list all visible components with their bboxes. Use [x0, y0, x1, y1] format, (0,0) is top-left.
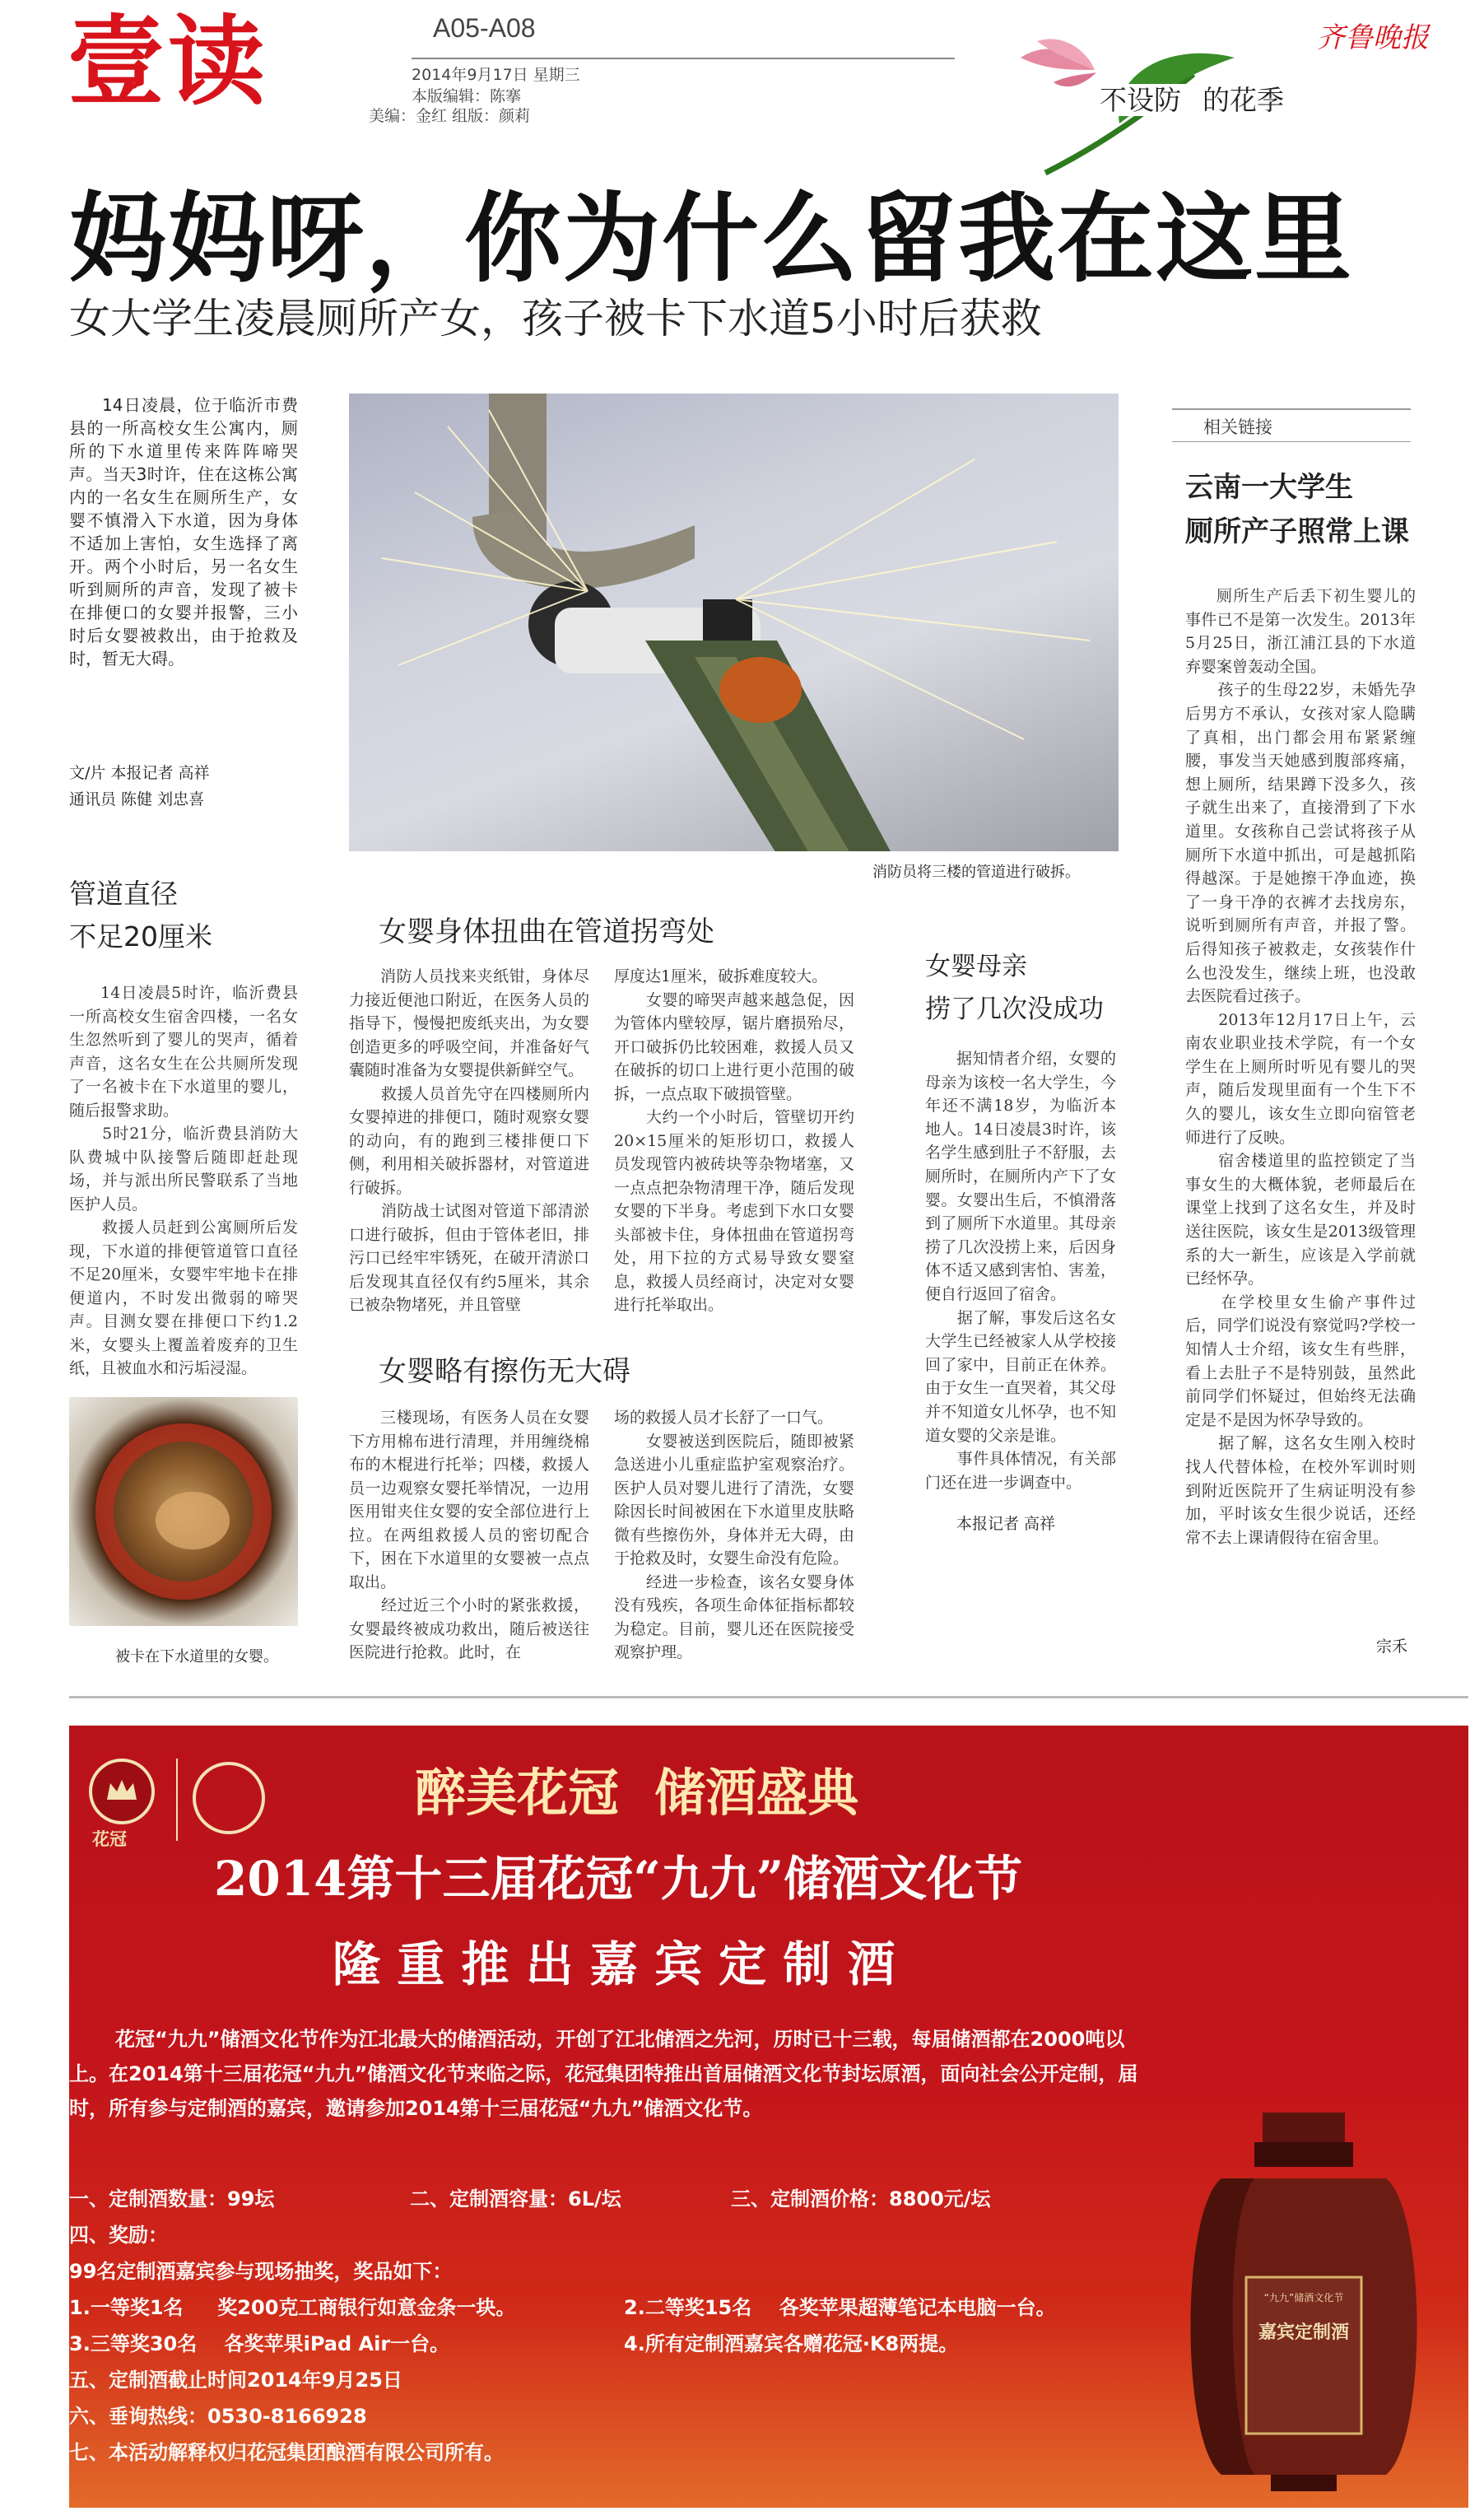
byline-correspondent: 通讯员 陈健 刘忠喜 — [69, 790, 205, 808]
related-signature: 宗禾 — [1376, 1638, 1408, 1656]
ad-item6: 六、垂询热线：0530-8166928 — [69, 2405, 367, 2428]
ad-item2: 二、定制酒容量：6L/坛 — [410, 2187, 621, 2211]
section2-col1: 消防人员找来夹纸钳，身体尽力接近便池口附近，在医务人员的指导下，慢慢把废纸夹出，为女婴创造更多的呼吸空间，并准备好气囊随时准备为女婴提供新鲜空气。 救援人员首先守在四楼厕所内女婴掉进的排便口，随时观察女婴的动向，有的跑到三楼排便口下侧，利用相关破拆器材，对管道进行破拆。 消防战士试图对管道下部清淤口进行破拆，但由于管体老旧，排污口已经牢牢锈死，在破开清淤口后发现其直径仅有约5厘米，其余已被杂物堵死，并且管壁 — [349, 967, 589, 1314]
ad-subtitle: 隆 重 推 出 嘉 宾 定 制 酒 — [333, 1936, 896, 1992]
advertisement — [69, 1726, 1468, 2508]
editor-line: 本版编辑：陈搴 — [412, 87, 522, 105]
promo-text — [1095, 79, 1284, 118]
section4-head-line2: 捞了几次没成功 — [925, 995, 1104, 1024]
ad-logo — [89, 1759, 155, 1824]
ad-item7: 七、本活动解释权归花冠集团酿酒有限公司所有。 — [69, 2441, 504, 2464]
drain-image — [69, 1397, 298, 1626]
ad-slogan: 醉美花冠 储酒盛典 — [415, 1763, 859, 1823]
section1-head-line2: 不足20厘米 — [69, 920, 212, 953]
ad-seal-icon — [193, 1762, 265, 1834]
baby-photo-caption: 被卡在下水道里的女婴。 — [115, 1648, 278, 1665]
main-photo-caption: 消防员将三楼的管道进行破拆。 — [872, 864, 1080, 881]
ad-logo-text: 花冠 — [92, 1829, 127, 1849]
baby-in-drain-photo — [69, 1397, 298, 1626]
section-title: 壹读 — [67, 5, 269, 119]
related-label-box — [1172, 408, 1411, 442]
ad-award4: 4.所有定制酒嘉宾各赠花冠·K8两提。 — [624, 2332, 959, 2355]
section4-head-line1: 女婴母亲 — [925, 952, 1027, 981]
page-range: A05-A08 — [433, 13, 536, 43]
related-text: 厕所生产后丢下初生婴儿的事件已不是第一次发生。2013年5月25日，浙江浦江县的下水道弃婴案曾轰动全国。 孩子的生母22岁，未婚先孕后男方不承认，女孩对家人隐瞒了真相，出门都会用布紧紧缠腰，事发当天她感到腹部疼痛，想上厕所，结果蹲下没多久，孩子就生出来了，直接滑到了下水道里。女孩称自己尝试将孩子从厕所下水道中抓出，可是越抓陷得越深。于是她擦干净血迹，换了一身干净的衣裤才去找房东，说听到厕所有声音，并报了警。后得知孩子被救走，女孩装作什么也没发生，继续上班，也没敢去医院看过孩子。 2013年12月17日上午，云南农业职业技术学院，有一个女学生在上厕所时听见有婴儿的哭声，随后发现里面有一个生下不久的婴儿，该女生立即向宿管老师进行了反映。 宿舍楼道里的监控锁定了当事女生的大概体貌，老师最后在课堂上找到了这名女生，并及时送往医院，该女生是2013级管理系的大一新生，应该是入学前就已经怀孕。 在学校里女生偷产事件过后，同学们说没有察觉吗?学校一知情人士介绍，该女生有些胖，看上去肚子不是特别鼓，虽然此前同学们怀疑过，但始终无法确定是不是因为怀孕导致的。 据了解，这名女生刚入校时找人代替体检，在校外军训时则到附近医院开了生病证明没有参加，平时该女生很少说话，还经常不去上课请假待在宿舍里。 — [1185, 587, 1416, 1547]
ad-intro: 花冠“九九”储酒文化节作为江北最大的储酒活动，开创了江北储酒之先河，历时已十三载，每届储酒都在2000吨以上。在2014第十三届花冠“九九”储酒文化节来临之际，花冠集团特推出首届储酒文化节封坛原酒，面向社会公开定制，届时，所有参与定制酒的嘉宾，邀请参加2014第十三届花冠“九九”储酒文化节。 — [69, 2028, 1138, 2120]
crown-icon — [92, 1762, 151, 1821]
section4-byline: 本报记者 高祥 — [956, 1515, 1056, 1533]
firefighter-cutting-pipe-image — [349, 394, 1119, 851]
promo-part2: 的花季 — [1203, 84, 1284, 116]
related-title-line2: 厕所产子照常上课 — [1185, 515, 1409, 548]
related-label: 相关链接 — [1203, 417, 1272, 437]
section1-head-line1: 管道直径 — [69, 878, 178, 910]
related-title-line1: 云南一大学生 — [1185, 471, 1353, 504]
ad-logo-divider — [176, 1759, 178, 1841]
section2-head: 女婴身体扭曲在管道拐弯处 — [379, 915, 714, 948]
wine-jar-image — [1172, 2113, 1435, 2499]
newspaper-logo: 齐鲁晚报 — [1317, 21, 1429, 54]
jar-small-label: “九九”储酒文化节 — [1263, 2292, 1344, 2304]
wine-jar — [1172, 2113, 1435, 2499]
ad-award1: 1.一等奖1名 奖200克工商银行如意金条一块。 — [69, 2296, 516, 2319]
ad-item3: 三、定制酒价格：8800元/坛 — [731, 2187, 991, 2211]
promo-part1: 不设防 — [1095, 84, 1186, 116]
lead-paragraph: 14日凌晨，位于临沂市费县的一所高校女生公寓内，厕所的下水道里传来阵阵啼哭声。当天3时许，住在这栋公寓内的一名女生在厕所生产，女婴不慎滑入下水道，因为身体不适加上害怕，女生选择了离开。两个小时后，另一名女生听到厕所的声音，发现了被卡在排便口的女婴并报警，三小时后女婴被救出，由于抢救及时，暂无大碍。 — [69, 395, 298, 669]
main-photo — [349, 394, 1119, 851]
ad-item4: 四、奖励： — [69, 2224, 168, 2247]
date-line: 2014年9月17日 星期三 — [412, 66, 580, 84]
article-bottom-divider — [69, 1696, 1468, 1698]
section3-col2: 场的救援人员才长舒了一口气。 女婴被送到医院后，随即被紧急送进小儿重症监护室观察治疗。医护人员对婴儿进行了清洗，女婴除因长时间被困在下水道里皮肤略微有些擦伤外，身体并无大碍，由于抢救及时，女婴生命没有危险。 经进一步检查，该名女婴身体没有残疾，各项生命体征指标都较为稳定。目前，婴儿还在医院接受观察护理。 — [614, 1409, 854, 1661]
ad-award3: 3.三等奖30名 各奖苹果iPad Air一台。 — [69, 2332, 450, 2355]
ad-awards-intro: 99名定制酒嘉宾参与现场抽奖，奖品如下： — [69, 2260, 453, 2283]
ad-title: 2014第十三届花冠“九九”储酒文化节 — [214, 1851, 1023, 1907]
design-line: 美编：金红 组版：颜莉 — [369, 107, 531, 125]
section4-text: 据知情者介绍，女婴的母亲为该校一名大学生，今年还不满18岁，为临沂本地人。14日凌晨3时许，该名学生感到肚子不舒服，去厕所时，在厕所内产下了女婴。女婴出生后，不慎滑落到了厕所下水道里。其母亲捞了几次没捞上来，后因身体不适又感到害怕、害羞，便自行返回了宿舍。 据了解，事发后这名女大学生已经被家人从学校接回了家中，目前正在休养。由于女生一直哭着，其父母并不知道女儿怀孕，也不知道女婴的父亲是谁。 事件具体情况，有关部门还在进一步调查中。 — [925, 1050, 1116, 1492]
ad-award2: 2.二等奖15名 各奖苹果超薄笔记本电脑一台。 — [624, 2296, 1056, 2319]
masthead-divider — [412, 58, 955, 59]
ad-item1: 一、定制酒数量：99坛 — [69, 2187, 275, 2211]
byline-reporter: 文/片 本报记者 高祥 — [69, 764, 210, 782]
headline: 妈妈呀，你为什么留我在这里 — [69, 182, 1354, 296]
section2-col2: 厚度达1厘米，破拆难度较大。 女婴的啼哭声越来越急促，因为管体内壁较厚，锯片磨损殆尽，开口破拆仍比较困难，救援人员又在破拆的切口上进行更小范围的破拆，一点点取下破损管壁。 大约一个小时后，管壁切开约20×15厘米的矩形切口，救援人员发现管内被砖块等杂物堵塞，又一点点把杂物清理干净，随后发现女婴的下半身。考虑到下水口女婴头部被卡住，身体扭曲在管道拐弯处，用下拉的方式易导致女婴窒息，救援人员经商讨，决定对女婴进行托举取出。 — [614, 967, 854, 1314]
jar-label: 嘉宾定制酒 — [1258, 2322, 1349, 2343]
section3-col1: 三楼现场，有医务人员在女婴下方用棉布进行清理，并用缠绕棉布的木棍进行托举；四楼，救援人员一边观察女婴托举情况，一边用医用钳夹住女婴的安全部位进行上拉。在两组救援人员的密切配合下，困在下水道里的女婴被一点点取出。 经过近三个小时的紧张救援，女婴最终被成功救出，随后被送往医院进行抢救。此时，在 — [349, 1409, 589, 1661]
subheadline: 女大学生凌晨厕所产女，孩子被卡下水道5小时后获救 — [69, 295, 1042, 342]
section1-text: 14日凌晨5时许，临沂费县一所高校女生宿舍四楼，一名女生忽然听到了婴儿的哭声，循着声音，这名女生在公共厕所发现了一名被卡在下水道里的婴儿，随后报警求助。 5时21分，临沂费县消防大队费城中队接警后随即赶赴现场，并与派出所民警联系了当地医护人员。 救援人员赶到公寓厕所后发现，下水道的排便管道管口直径不足20厘米，女婴牢牢地卡在排便道内，不时发出微弱的啼哭声。目测女婴在排便口下约1.2米，女婴头上覆盖着废弃的卫生纸，且被血水和污垢浸湿。 — [69, 984, 298, 1377]
ad-item5: 五、定制酒截止时间2014年9月25日 — [69, 2369, 402, 2392]
section3-head: 女婴略有擦伤无大碍 — [379, 1355, 630, 1388]
